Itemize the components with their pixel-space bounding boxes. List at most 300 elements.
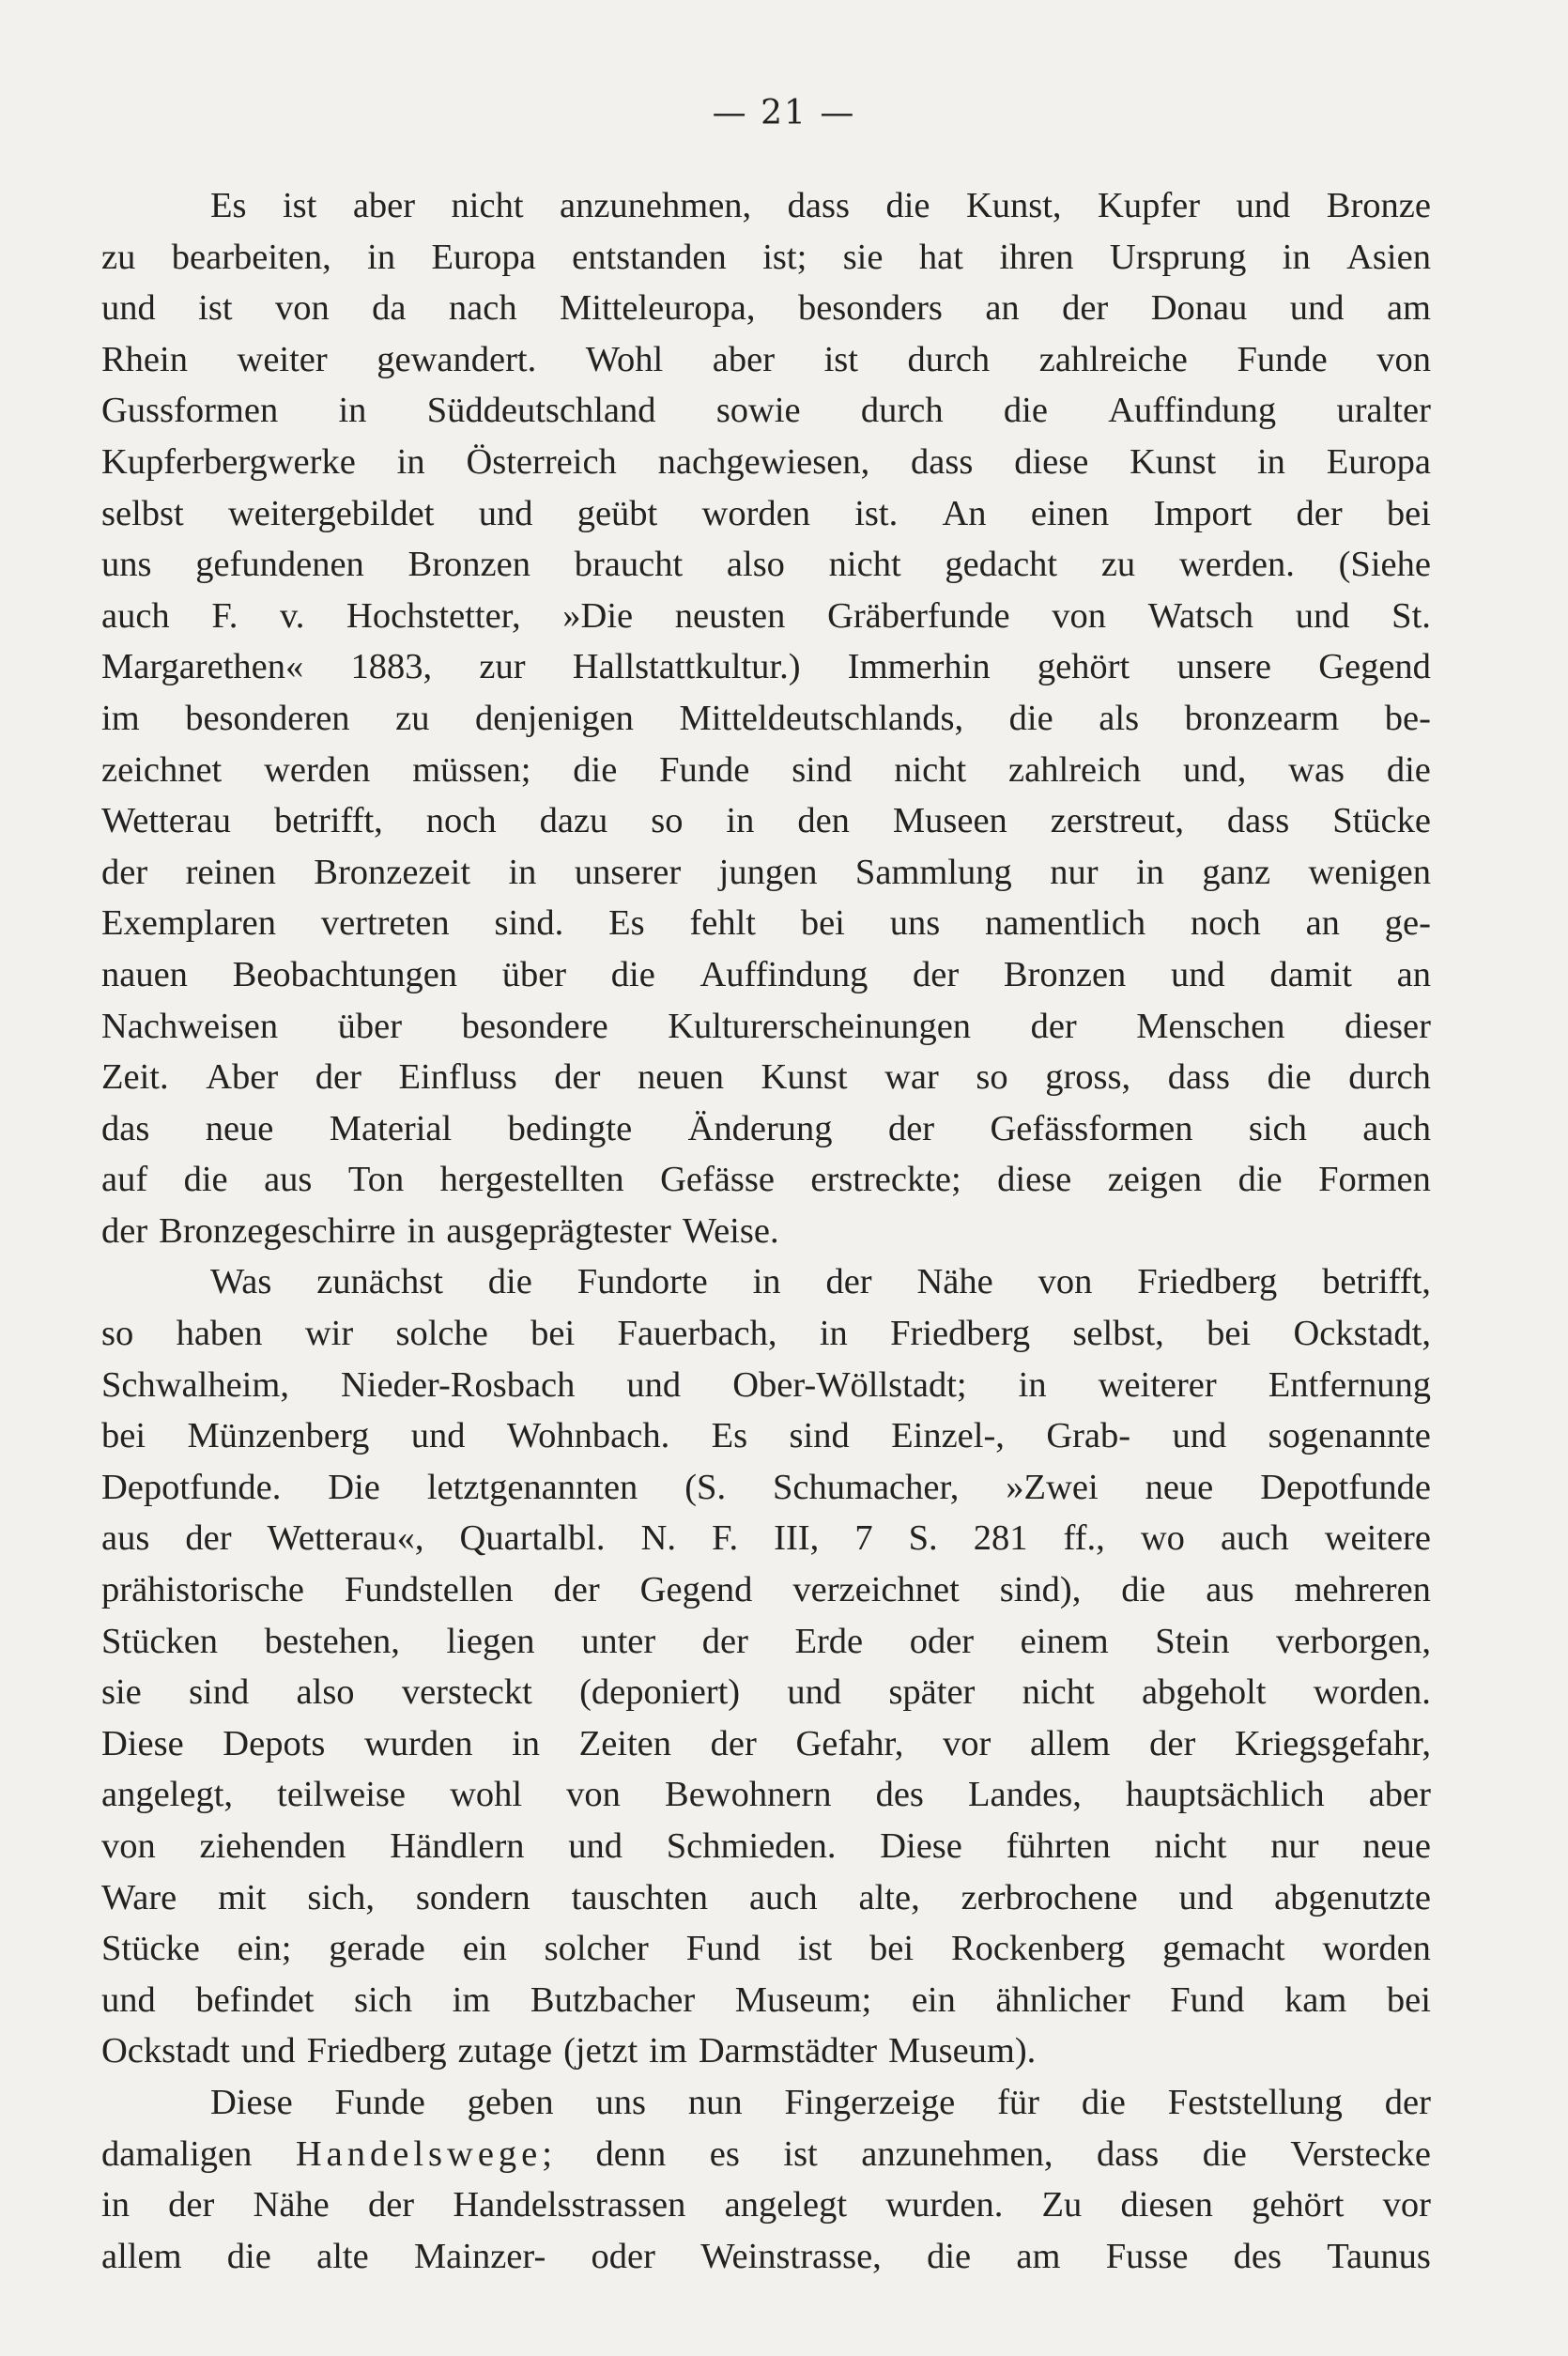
word: dass <box>1096 2133 1160 2174</box>
word: der <box>1296 493 1343 533</box>
word: Kupferbergwerke <box>101 441 356 482</box>
word: zur <box>479 647 526 687</box>
word: mit <box>218 1877 267 1917</box>
word: Die <box>328 1467 380 1507</box>
word: Fingerzeige <box>784 2082 956 2122</box>
word: vor <box>1382 2185 1431 2225</box>
word: noch <box>1190 903 1261 944</box>
word: letztgenannten <box>426 1467 638 1507</box>
word: auch <box>101 595 170 636</box>
word: neuen <box>638 1057 724 1098</box>
word: am <box>1386 288 1431 329</box>
word: Kunst <box>1130 441 1217 482</box>
word: Taunus <box>1327 2236 1431 2276</box>
word: uns <box>889 903 941 944</box>
word: nur <box>1270 1826 1319 1866</box>
word: hat <box>918 237 963 277</box>
word: Import <box>1153 493 1253 533</box>
word: in <box>338 391 367 431</box>
word: sondern <box>415 1877 530 1917</box>
word: wo <box>1140 1518 1185 1559</box>
word: die <box>183 1160 228 1200</box>
word: geübt <box>576 493 658 533</box>
word: noch <box>425 801 497 841</box>
word: diese <box>997 1160 1072 1200</box>
word: einem <box>1020 1621 1109 1661</box>
word: Friedberg <box>1137 1262 1278 1302</box>
word: später <box>888 1672 976 1713</box>
word: haben <box>176 1314 263 1354</box>
word: ausgeprägtester <box>446 1210 671 1251</box>
word: Formen <box>1318 1160 1431 1200</box>
word: St. <box>1391 595 1431 636</box>
word: S. <box>908 1518 938 1559</box>
text-line <box>101 693 1431 745</box>
word: gross, <box>1045 1057 1131 1098</box>
word: aber <box>1368 1775 1431 1815</box>
word: gemacht <box>1162 1929 1285 1969</box>
word: der <box>554 1057 601 1098</box>
word: uns <box>101 545 152 585</box>
word: Nachweisen <box>101 1006 279 1046</box>
word: und <box>101 288 156 329</box>
text-line <box>101 1154 1431 1206</box>
word: Gräberfunde <box>827 595 1010 636</box>
word: sich, <box>307 1877 376 1917</box>
word: ist <box>783 2133 818 2174</box>
text-line <box>101 1410 1431 1462</box>
word: Feststellung <box>1167 2082 1343 2122</box>
word: die <box>1081 2082 1126 2122</box>
word: ein; <box>237 1929 292 1969</box>
word: Kriegsgefahr, <box>1234 1723 1431 1763</box>
word: Menschen <box>1136 1006 1285 1046</box>
word: von <box>1052 595 1107 636</box>
word: neue <box>1362 1826 1431 1866</box>
word: verborgen, <box>1276 1621 1431 1661</box>
word: und <box>410 1416 466 1456</box>
word: solche <box>395 1314 488 1354</box>
word: weitergebildet <box>227 493 435 533</box>
word: dass <box>787 186 850 225</box>
word: zerbrochene <box>961 1877 1138 1917</box>
word: Weise. <box>682 1210 779 1251</box>
word: denn <box>595 2133 667 2174</box>
word: 281 <box>973 1518 1028 1559</box>
text-line <box>101 745 1431 796</box>
word: ganz <box>1202 852 1271 892</box>
text-line <box>101 1872 1431 1924</box>
word: zahlreich <box>1008 749 1142 790</box>
word: Gegend <box>1318 647 1431 687</box>
word: durch <box>907 339 991 379</box>
word: dieser <box>1345 1006 1431 1046</box>
word: braucht <box>574 545 684 585</box>
text-line <box>101 1718 1431 1770</box>
body-text <box>101 180 1431 2282</box>
word: hauptsächlich <box>1125 1775 1325 1815</box>
word: Museum). <box>888 2031 1037 2071</box>
text-line <box>101 2129 1431 2180</box>
word: in <box>512 1723 541 1763</box>
word: war <box>884 1057 939 1098</box>
word: Fundorte <box>576 1262 708 1302</box>
word: der <box>1149 1723 1196 1763</box>
text-line <box>101 641 1431 693</box>
word: Friedberg <box>890 1314 1031 1354</box>
word: Weinstrasse, <box>700 2236 882 2276</box>
word: oder <box>591 2236 655 2276</box>
word: in <box>1256 441 1285 482</box>
word: »Zwei <box>1006 1467 1099 1507</box>
word: zutage <box>457 2031 553 2071</box>
word: die <box>226 2236 271 2276</box>
word: nicht <box>1022 1672 1095 1713</box>
word: Schumacher, <box>773 1467 960 1507</box>
text-line <box>101 795 1431 847</box>
word: Nieder-Rosbach <box>340 1364 576 1405</box>
word: (deponiert) <box>579 1672 741 1713</box>
text-line <box>101 2025 1431 2077</box>
word: ist <box>797 1929 833 1969</box>
word: alte, <box>858 1877 920 1917</box>
word: v. <box>280 595 305 636</box>
word: alte <box>316 2236 369 2276</box>
word: der <box>315 1057 361 1098</box>
word: Donau <box>1150 288 1248 329</box>
word: Diese <box>210 2082 293 2122</box>
text-line <box>101 1256 1431 1308</box>
word: Landes, <box>968 1775 1082 1815</box>
word: die <box>885 186 930 225</box>
word: bei <box>1386 1979 1431 2020</box>
word: über <box>337 1006 403 1046</box>
word: die <box>1003 391 1048 431</box>
word: Ware <box>101 1877 177 1917</box>
word: N. <box>640 1518 677 1559</box>
word: Museum; <box>734 1979 872 2020</box>
word: worden. <box>1313 1672 1431 1713</box>
text-line <box>101 1975 1431 2026</box>
word: Wetterau <box>101 801 231 841</box>
word: und <box>1295 595 1350 636</box>
word: nicht <box>894 749 967 790</box>
word: die <box>573 749 618 790</box>
word: Ockstadt <box>101 2031 230 2071</box>
text-line <box>101 2077 1431 2129</box>
text-line <box>101 1821 1431 1872</box>
text-line <box>101 437 1431 488</box>
word: in <box>396 441 425 482</box>
word: Wohnbach. <box>506 1416 670 1456</box>
word: den <box>797 801 850 841</box>
word: die <box>1237 1160 1283 1200</box>
word: (Siehe <box>1338 545 1431 585</box>
word: uralter <box>1336 391 1431 431</box>
word: III, <box>774 1518 820 1559</box>
word: Gefässformen <box>990 1108 1193 1148</box>
word: die <box>1267 1057 1312 1098</box>
word: der <box>168 2185 215 2225</box>
word: dazu <box>539 801 608 841</box>
word: sind <box>792 749 853 790</box>
text-line <box>101 949 1431 1001</box>
word: Quartalbl. <box>459 1518 606 1559</box>
word: Wohl <box>585 339 664 379</box>
word: werden <box>264 749 371 790</box>
word: die <box>1386 749 1431 790</box>
word: Fundstellen <box>344 1570 514 1610</box>
word: Handelswege; <box>295 2133 552 2174</box>
word: ziehenden <box>199 1826 346 1866</box>
word: Ober-Wöllstadt; <box>732 1364 967 1405</box>
word: Asien <box>1346 237 1431 277</box>
word: Gefässe <box>660 1160 775 1200</box>
word: aus <box>1206 1570 1254 1610</box>
word: zeichnet <box>101 749 223 790</box>
word: in <box>1282 237 1311 277</box>
word: von <box>566 1775 621 1815</box>
word: aus <box>101 1518 150 1559</box>
text-line <box>101 898 1431 949</box>
word: Es <box>608 903 645 944</box>
word: reinen <box>185 852 276 892</box>
text-line <box>101 1667 1431 1718</box>
word: Handelsstrassen <box>453 2185 686 2225</box>
word: allem <box>101 2236 182 2276</box>
word: ihren <box>999 237 1074 277</box>
word: namentlich <box>985 903 1146 944</box>
word: Zeit. <box>101 1057 169 1098</box>
word: Sammlung <box>854 852 1012 892</box>
word: selbst, <box>1072 1314 1164 1354</box>
word: auf <box>101 1160 148 1200</box>
word: in <box>1135 852 1164 892</box>
word: nach <box>448 288 517 329</box>
word: über <box>501 954 567 994</box>
word: dass <box>911 441 974 482</box>
word: der <box>367 2185 415 2225</box>
word: als <box>1099 698 1140 738</box>
word: und <box>478 493 533 533</box>
word: Depots <box>223 1723 326 1763</box>
word: verzeichnet <box>792 1570 960 1610</box>
word: zahlreiche <box>1038 339 1188 379</box>
word: Fusse <box>1105 2236 1189 2276</box>
word: des <box>875 1775 924 1815</box>
word: Auffindung <box>1108 391 1277 431</box>
word: gefundenen <box>195 545 364 585</box>
word: Stücken <box>101 1621 219 1661</box>
word: Österreich <box>466 441 617 482</box>
word: Europa <box>1326 441 1431 482</box>
word: sind <box>189 1672 250 1713</box>
word: der <box>887 1108 935 1148</box>
word: tauschten <box>571 1877 709 1917</box>
word: unsere <box>1176 647 1271 687</box>
text-line <box>101 591 1431 642</box>
word: ein <box>911 1979 956 2020</box>
page-number: — 21 — <box>712 94 856 132</box>
word: besonderen <box>185 698 350 738</box>
word: Aber <box>206 1057 279 1098</box>
word: geben <box>467 2082 554 2122</box>
word: es <box>709 2133 740 2174</box>
word: denjenigen <box>475 698 634 738</box>
word: teilweise <box>277 1775 406 1815</box>
word: Schwalheim, <box>101 1364 289 1405</box>
word: Hallstattkultur.) <box>572 647 801 687</box>
word: der <box>185 1518 232 1559</box>
word: am <box>1016 2236 1061 2276</box>
word: An <box>942 493 987 533</box>
word: befindet <box>195 1979 315 2020</box>
text-line <box>101 1769 1431 1821</box>
text-line <box>101 1001 1431 1053</box>
word: unserer <box>574 852 682 892</box>
word: gehört <box>1037 647 1130 687</box>
text-line <box>101 180 1431 232</box>
word: aber <box>712 339 776 379</box>
word: durch <box>860 391 944 431</box>
word: was <box>1288 749 1345 790</box>
word: bestehen, <box>264 1621 400 1661</box>
word: zeigen <box>1107 1160 1203 1200</box>
word: Funde <box>1237 339 1328 379</box>
word: bei <box>1386 493 1431 533</box>
word: Es <box>210 186 247 225</box>
word: der <box>553 1570 600 1610</box>
word: Gussformen <box>101 391 279 431</box>
word: also <box>726 545 785 585</box>
text-line <box>101 283 1431 334</box>
word: betrifft, <box>273 801 383 841</box>
text-line <box>101 1308 1431 1360</box>
word: bronzearm <box>1184 698 1340 738</box>
word: weiter <box>237 339 328 379</box>
word: besonders <box>797 288 943 329</box>
word: die <box>487 1262 532 1302</box>
word: bei <box>101 1416 146 1456</box>
word: Diese <box>880 1826 962 1866</box>
word: Es <box>711 1416 748 1456</box>
word: weiterer <box>1098 1364 1217 1405</box>
word: das <box>101 1108 150 1148</box>
word: und <box>1170 954 1225 994</box>
word: die <box>1008 698 1053 738</box>
word: vor <box>943 1723 992 1763</box>
word: hergestellten <box>439 1160 624 1200</box>
word: solcher <box>544 1929 649 1969</box>
word: 1883, <box>350 647 433 687</box>
word: bei <box>869 1929 915 1969</box>
word: der <box>101 852 148 892</box>
word: wir <box>304 1314 354 1354</box>
word: Gefahr, <box>795 1723 904 1763</box>
word: im <box>649 2031 687 2071</box>
word: damaligen <box>101 2133 253 2174</box>
word: Friedberg <box>306 2031 447 2071</box>
word: (jetzt <box>563 2031 638 2071</box>
word: in <box>407 1210 436 1251</box>
word: Bronzezeit <box>314 852 471 892</box>
word: auch <box>1362 1108 1431 1148</box>
word: und <box>1178 1877 1234 1917</box>
word: und <box>787 1672 842 1713</box>
word: Stein <box>1155 1621 1230 1661</box>
word: Immerhin <box>847 647 991 687</box>
word: Verstecke <box>1290 2133 1431 2174</box>
word: (S. <box>684 1467 727 1507</box>
word: ist <box>823 339 858 379</box>
word: wurden. <box>885 2185 1004 2225</box>
word: und <box>1172 1416 1227 1456</box>
word: bei <box>530 1314 576 1354</box>
word: und, <box>1182 749 1247 790</box>
text-line <box>101 2179 1431 2231</box>
word: Exemplaren <box>101 903 276 944</box>
word: in <box>752 1262 781 1302</box>
word: Was <box>210 1262 272 1302</box>
word: in <box>101 2185 130 2225</box>
text-line <box>101 385 1431 437</box>
word: oder <box>909 1621 975 1661</box>
word: Bronzen <box>1003 954 1127 994</box>
word: nachgewiesen, <box>657 441 870 482</box>
word: im <box>452 1979 491 2020</box>
word: wenigen <box>1308 852 1431 892</box>
word: betrifft, <box>1322 1262 1431 1302</box>
word: von <box>101 1826 156 1866</box>
word: sie <box>842 237 884 277</box>
word: Nähe <box>253 2185 330 2225</box>
word: der <box>710 1723 757 1763</box>
word: der <box>1030 1006 1077 1046</box>
word: vertreten <box>320 903 450 944</box>
word: Wetterau«, <box>267 1518 424 1559</box>
word: durch <box>1348 1057 1431 1098</box>
word: der <box>913 954 960 994</box>
word: sowie <box>715 391 801 431</box>
word: neue <box>1145 1467 1214 1507</box>
word: Zu <box>1041 2185 1083 2225</box>
word: Zeiten <box>578 1723 672 1763</box>
word: damit <box>1269 954 1353 994</box>
word: Bewohnern <box>665 1775 832 1815</box>
word: entstanden <box>572 237 727 277</box>
word: sind), <box>999 1570 1082 1610</box>
word: Gegend <box>639 1570 753 1610</box>
word: ist; <box>762 237 807 277</box>
word: im <box>101 698 140 738</box>
word: Kunst <box>761 1057 848 1098</box>
word: Änderung <box>687 1108 833 1148</box>
word: Hochstetter, <box>346 595 521 636</box>
word: Einfluss <box>398 1057 517 1098</box>
word: gehört <box>1252 2185 1345 2225</box>
word: also <box>296 1672 355 1713</box>
word: Mainzer- <box>413 2236 546 2276</box>
word: Auffindung <box>699 954 869 994</box>
word: bedingte <box>507 1108 633 1148</box>
word: von <box>1376 339 1431 379</box>
word: nauen <box>101 954 188 994</box>
word: Fund <box>1170 1979 1245 2020</box>
word: neue <box>205 1108 274 1148</box>
word: Europa <box>431 237 536 277</box>
word: 7 <box>854 1518 873 1559</box>
word: fehlt <box>689 903 756 944</box>
